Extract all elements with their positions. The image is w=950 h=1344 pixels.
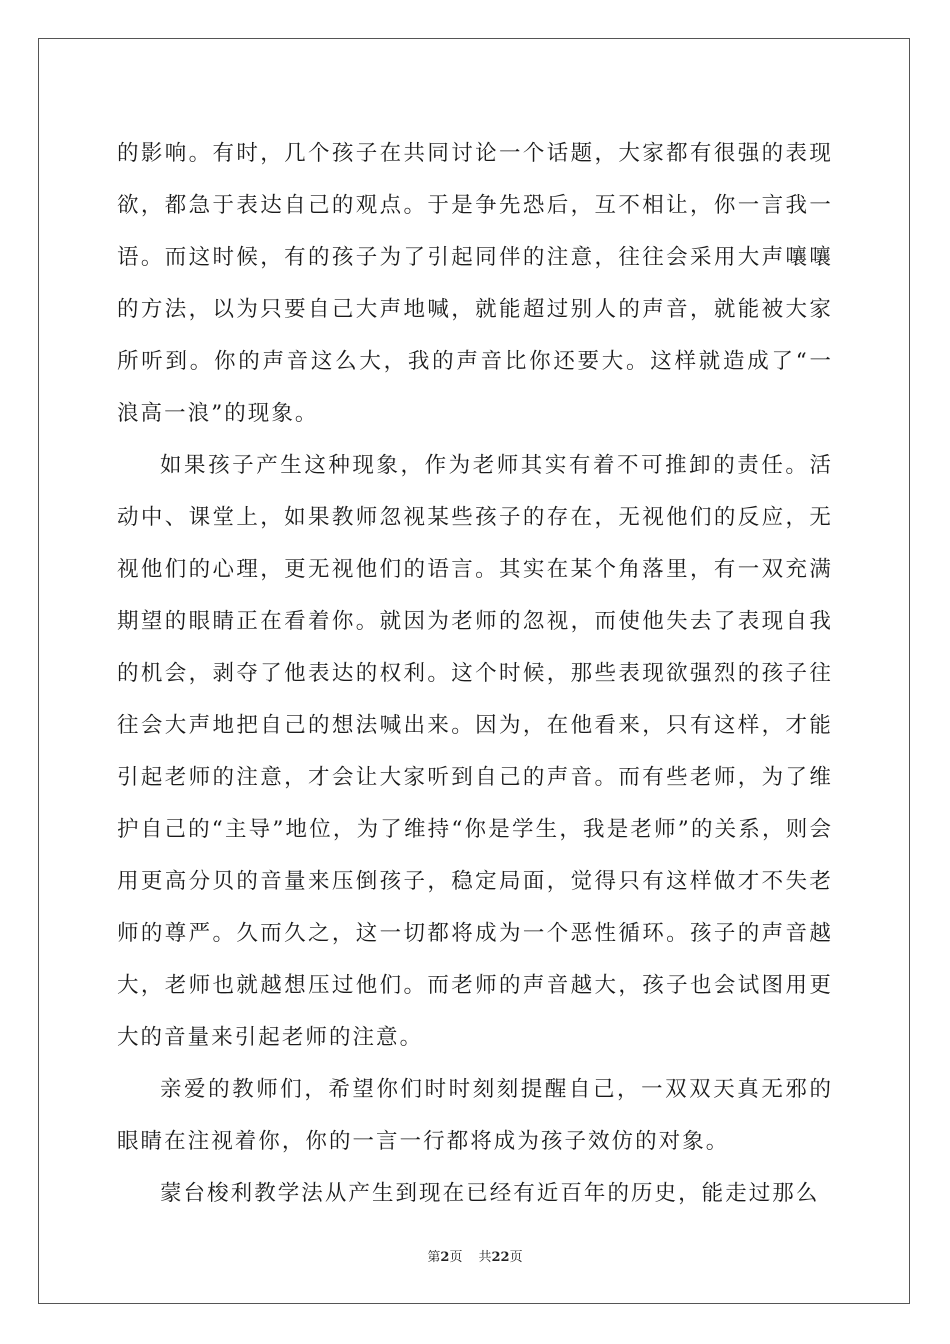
page-total-label [478,1250,522,1265]
page-suffix: 页 [449,1250,463,1265]
page-number-label [427,1250,462,1265]
page-prefix: 第 [427,1250,441,1265]
page-total: 22 [491,1250,510,1265]
page-current: 2 [440,1250,450,1265]
paragraph-1: 的影响。有时，几个孩子在共同讨论一个话题，大家都有很强的表现欲，都急于表达自己的观点。于是争先恐后，互不相让，你一言我一语。而这时候，有的孩子为了引起同伴的注意，往往会采用大声嚷嚷的方法，以为只要自己大声地喊，就能超过别人的声音，就能被大家所听到。你的声音这么大，我的声音比你还要大。这样就造成了“一浪高一浪”的现象。 [117,141,833,426]
total-prefix: 共 [478,1250,492,1265]
document-body [117,128,833,1220]
paragraph-4: 蒙台梭利教学法从产生到现在已经有近百年的历史，能走过那么 [160,1181,820,1206]
paragraph-3: 亲爱的教师们，希望你们时时刻刻提醒自己，一双双天真无邪的眼睛在注视着你，你的一言一行都将成为孩子效仿的对象。 [117,1077,833,1154]
paragraph-2: 如果孩子产生这种现象，作为老师其实有着不可推卸的责任。活动中、课堂上，如果教师忽视某些孩子的存在，无视他们的反应，无视他们的心理，更无视他们的语言。其实在某个角落里，有一双充满期望的眼睛正在看着你。就因为老师的忽视，而使他失去了表现自我的机会，剥夺了他表达的权利。这个时候，那些表现欲强烈的孩子往往会大声地把自己的想法喊出来。因为，在他看来，只有这样，才能引起老师的注意，才会让大家听到自己的声音。而有些老师，为了维护自己的“主导”地位，为了维持“你是学生，我是老师”的关系，则会用更高分贝的音量来压倒孩子，稳定局面，觉得只有这样做才不失老师的尊严。久而久之，这一切都将成为一个恶性循环。孩子的声音越大，老师也就越想压过他们。而老师的声音越大，孩子也会试图用更大的音量来引起老师的注意。 [117,453,833,1050]
total-suffix: 页 [509,1250,523,1265]
page-footer [0,1246,950,1265]
